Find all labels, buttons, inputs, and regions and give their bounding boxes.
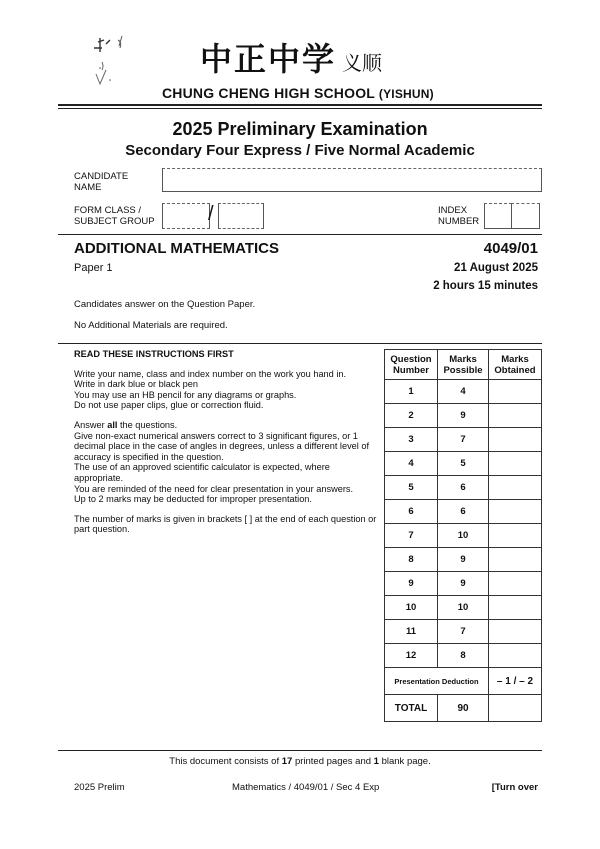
school-logo-chinese: 中正中学 义顺 (200, 40, 383, 78)
instruction-answer-all: Answer all the questions. (74, 419, 178, 430)
exam-date: 21 August 2025 (454, 262, 538, 274)
table-row: 5 6 (385, 476, 542, 500)
marks-obtained-cell[interactable] (489, 404, 542, 428)
presentation-deduction-label: Presentation Deduction (385, 668, 489, 695)
candidate-name-field[interactable] (162, 168, 542, 192)
school-name: CHUNG CHENG HIGH SCHOOL (YISHUN) (162, 85, 434, 101)
marks-obtained-cell[interactable] (489, 452, 542, 476)
form-class-label: FORM CLASS / SUBJECT GROUP (74, 205, 155, 227)
section-rule (58, 234, 542, 235)
header-rule-bottom (58, 108, 542, 109)
footer-rule (58, 750, 542, 751)
col-marks-obtained: Marks Obtained (489, 350, 542, 380)
marks-obtained-cell[interactable] (489, 596, 542, 620)
table-row: 9 9 (385, 572, 542, 596)
table-row: 7 10 (385, 524, 542, 548)
index-number-digit-2[interactable] (511, 203, 540, 229)
marks-obtained-cell[interactable] (489, 500, 542, 524)
col-question-number: Question Number (385, 350, 438, 380)
footer-left: 2025 Prelim (74, 782, 125, 793)
table-row: 10 10 (385, 596, 542, 620)
exam-subtitle: Secondary Four Express / Five Normal Academic (125, 142, 475, 159)
col-marks-possible: Marks Possible (438, 350, 489, 380)
instruction-line: Give non-exact numerical answers correct to 3 significant figures, or 1 decimal place in the case of angles in degrees, unless a different level of accuracy is specified in the question. (74, 430, 370, 462)
marks-obtained-cell[interactable] (489, 548, 542, 572)
marks-obtained-cell[interactable] (489, 644, 542, 668)
table-row: 2 9 (385, 404, 542, 428)
table-row: 8 9 (385, 548, 542, 572)
marks-obtained-cell[interactable] (489, 524, 542, 548)
form-class-slash: / (208, 203, 214, 225)
table-row: 3 7 (385, 428, 542, 452)
presentation-deduction-value: – 1 / – 2 (489, 668, 542, 695)
turn-over: [Turn over (491, 782, 538, 793)
marks-obtained-cell[interactable] (489, 476, 542, 500)
index-number-label: INDEX NUMBER (438, 205, 480, 227)
instruction-line: The use of an approved scientific calculator is expected, where appropriate. (74, 462, 330, 483)
instruction-line: Do not use paper clips, glue or correction fluid. (74, 400, 264, 411)
total-obtained-cell[interactable] (489, 695, 542, 722)
paper-number: Paper 1 (74, 262, 113, 274)
paper-code: 4049/01 (483, 240, 538, 257)
exam-duration: 2 hours 15 minutes (433, 280, 538, 292)
total-label: TOTAL (385, 695, 438, 722)
marks-table (384, 349, 542, 722)
index-number-digit-1[interactable] (484, 203, 512, 229)
instruction-line: Up to 2 marks may be deducted for improper presentation. (74, 494, 312, 505)
form-class-field[interactable] (162, 203, 210, 229)
instruction-line: Write in dark blue or black pen (74, 379, 198, 390)
marks-obtained-cell[interactable] (489, 380, 542, 404)
marks-obtained-cell[interactable] (489, 620, 542, 644)
footer-center: Mathematics / 4049/01 / Sec 4 Exp (232, 782, 380, 793)
subject-title: ADDITIONAL MATHEMATICS (74, 240, 279, 257)
instruction-line: You may use an HB pencil for any diagrams or graphs. (74, 389, 297, 400)
presentation-deduction-row (385, 668, 542, 695)
total-value: 90 (438, 695, 489, 722)
table-row: 1 4 (385, 380, 542, 404)
table-row: 12 8 (385, 644, 542, 668)
exam-title: 2025 Preliminary Examination (172, 119, 428, 139)
header-rule-top (58, 104, 542, 106)
table-row: 6 6 (385, 500, 542, 524)
instructions-heading: READ THESE INSTRUCTIONS FIRST (74, 349, 234, 359)
marks-obtained-cell[interactable] (489, 428, 542, 452)
page-count-note: This document consists of 17 printed pages and 1 blank page. (169, 756, 431, 767)
instructions-rule (58, 343, 542, 344)
instruction-line: Write your name, class and index number on the work you hand in. (74, 368, 347, 379)
table-row: 11 7 (385, 620, 542, 644)
instruction-marks-note: The number of marks is given in brackets [ ] at the end of each question or part question. (74, 513, 377, 535)
candidate-name-label: CANDIDATE NAME (74, 171, 129, 193)
total-row (385, 695, 542, 722)
table-row: 4 5 (385, 452, 542, 476)
marks-obtained-cell[interactable] (489, 572, 542, 596)
marks-table-header (385, 350, 542, 380)
materials-note: No Additional Materials are required. (74, 320, 228, 331)
candidates-note: Candidates answer on the Question Paper. (74, 299, 256, 310)
instruction-line: You are reminded of the need for clear presentation in your answers. (74, 483, 354, 494)
instructions (74, 349, 380, 535)
school-seal-mark (88, 34, 136, 98)
subject-group-field[interactable] (218, 203, 264, 229)
